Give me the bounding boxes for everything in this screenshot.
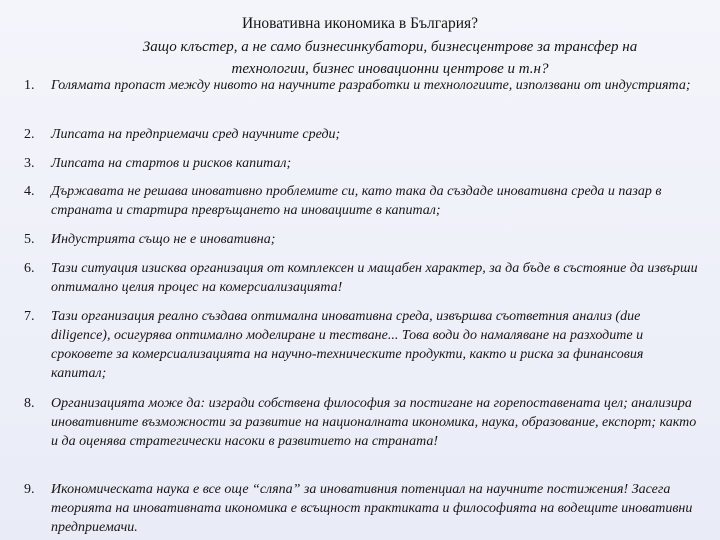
item-number: 8. xyxy=(24,396,35,411)
slide-subtitle: Защо клъстер, а не само бизнесинкубатори, бизнесцентрове за трансфер на технологии, бизнес иновационни центрове и т.н? xyxy=(142,39,638,77)
item-number: 2. xyxy=(24,127,35,142)
item-text: Икономическата наука е все още “сляпа” за иновативния потенциал на научните постижения! Засега теорията на иновативната икономика е всъщност практиката и философията на водещите иновативни предприемачи. xyxy=(51,482,693,535)
item-number: 4. xyxy=(24,184,35,199)
item-number: 5. xyxy=(24,232,35,247)
item-number: 6. xyxy=(24,261,35,276)
item-text: Държавата не решава иновативно проблемите си, като така да създаде иновативна среда и пазар в страната и стартира превръщането на иновациите в капитал; xyxy=(51,184,662,218)
item-text: Тази организация реално създава оптимална иновативна среда, извършва съответния анализ (due diligence), осигурява оптимално моделиране и тестване... Това води до намаляване на разходите и сроковете за комерсиализацията на научно-техническите продукти, както и риска за финансовия капитал; xyxy=(51,309,644,381)
item-number: 7. xyxy=(24,309,35,324)
item-text: Липсата на предприемачи сред научните среди; xyxy=(51,127,341,142)
item-number: 1. xyxy=(24,78,35,93)
item-number: 3. xyxy=(24,156,35,171)
item-text: Липсата на стартов и рисков капитал; xyxy=(51,156,292,171)
item-number: 9. xyxy=(24,482,35,497)
item-text: Голямата пропаст между нивото на научните разработки и технологиите, използвани от индустрията; xyxy=(51,78,691,93)
item-text: Тази ситуация изисква организация от комплексен и мащабен характер, за да бъде в състояние да извърши оптимално целия процес на комерсиализацията! xyxy=(51,261,698,295)
item-text: Организацията може да: изгради собствена философия за постигане на горепоставената цел; анализира иновативните възможности за развитие на националната икономика, наука, образование, експорт; както и да оценява стратегически насоки в развитието на страната! xyxy=(51,396,697,449)
item-text: Индустрията също не е иновативна; xyxy=(51,232,276,247)
slide-title: Иновативна икономика в България? xyxy=(241,15,479,32)
